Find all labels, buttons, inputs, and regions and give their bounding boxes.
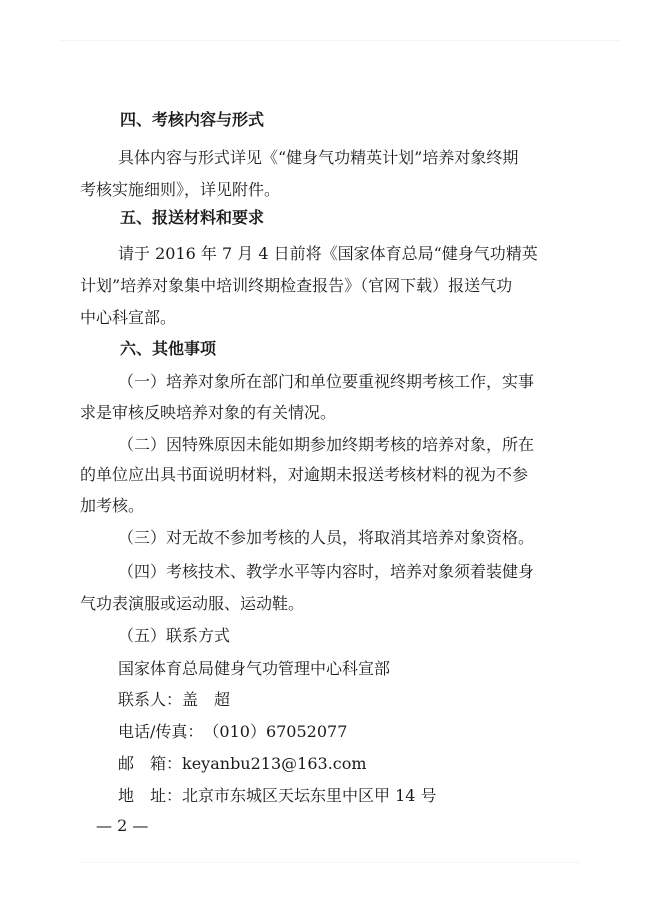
page-number: — 2 — [96, 816, 149, 835]
section6-heading: 六、其他事项 [120, 339, 217, 358]
contact-phone-label: 电话/传真： [118, 722, 204, 741]
contact-organization: 国家体育总局健身气功管理中心科宣部 [118, 659, 391, 678]
item2-line-1: （二）因特殊原因未能如期参加终期考核的培养对象，所在 [118, 435, 535, 454]
section4-line-2: 考核实施细则》，详见附件。 [80, 180, 281, 199]
contact-address-value: 北京市东城区天坛东里中区甲 14 号 [182, 786, 437, 805]
scan-artifact [80, 862, 580, 863]
item5-heading: （五）联系方式 [118, 626, 231, 645]
section4-line-1: 具体内容与形式详见《“健身气功精英计划”培养对象终期 [118, 148, 519, 167]
contact-person-name: 盖 超 [182, 690, 231, 709]
contact-person-row [118, 688, 230, 712]
contact-phone-value: （010）67052077 [203, 722, 348, 741]
section4-heading: 四、考核内容与形式 [120, 110, 265, 129]
scan-artifact [60, 40, 620, 41]
contact-person-label: 联系人： [118, 690, 183, 709]
section5-line-1: 请于 2016 年 7 月 4 日前将《国家体育总局“健身气功精英 [118, 244, 538, 263]
contact-email-row [118, 752, 367, 776]
section5-line-2: 计划”培养对象集中培训终期检查报告》（官网下载）报送气功 [80, 276, 513, 295]
contact-address-label: 地 址： [118, 786, 183, 805]
item4-line-2: 气功表演服或运动服、运动鞋。 [80, 594, 305, 613]
item1-line-1: （一）培养对象所在部门和单位要重视终期考核工作，实事 [118, 372, 535, 391]
item2-line-3: 加考核。 [80, 496, 145, 515]
item1-line-2: 求是审核反映培养对象的有关情况。 [80, 403, 337, 422]
item2-line-2: 的单位应出具书面说明材料，对逾期未报送考核材料的视为不参 [80, 465, 529, 484]
item3-line-1: （三）对无故不参加考核的人员，将取消其培养对象资格。 [118, 528, 535, 547]
contact-phone-row [118, 720, 347, 744]
contact-email-label: 邮 箱： [118, 754, 183, 773]
section5-heading: 五、报送材料和要求 [120, 208, 265, 227]
item4-line-1: （四）考核技术、教学水平等内容时，培养对象须着装健身 [118, 562, 535, 581]
section5-line-3: 中心科宣部。 [80, 308, 177, 327]
contact-email-value: keyanbu213@163.com [182, 754, 367, 773]
contact-address-row [118, 784, 437, 808]
